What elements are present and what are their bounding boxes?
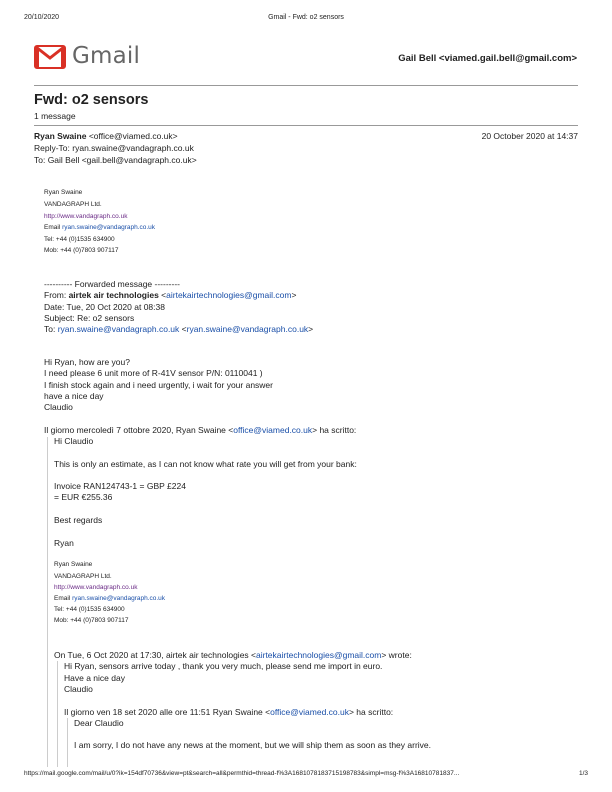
message-date: 20 October 2020 at 14:37 [481,131,578,141]
forwarded-to-email-link[interactable]: ryan.swaine@vandagraph.co.uk [57,324,180,334]
forwarded-from-label: From: [44,290,67,300]
thread-subject: Fwd: o2 sensors [34,92,149,108]
divider [34,125,578,126]
print-title: Gmail - Fwd: o2 sensors [268,14,344,21]
body-line: Claudio [44,402,73,412]
page-number: 1/3 [578,770,588,777]
quote-intro-suffix: > ha scritto: [348,707,394,717]
quote-line: Hi Claudio [54,436,94,446]
quote-intro-email-link[interactable]: office@viamed.co.uk [270,707,349,717]
signature-website-link[interactable]: http://www.vandagraph.co.uk [44,213,128,220]
forwarded-from-email[interactable]: airtekairtechnologies@gmail.com [166,290,292,300]
gmail-logo[interactable] [34,43,174,71]
quote-line: = EUR €255.36 [54,492,113,502]
quote-intro [44,425,356,435]
quote-bar [47,437,48,767]
quote-intro-email-link[interactable]: office@viamed.co.uk [233,425,313,435]
message-count: 1 message [34,111,76,121]
quote-intro [54,650,412,660]
forwarded-from: From: airtek air technologies <airtekairtechnologies@gmail.com> [44,290,297,300]
quote-signature-email-label: Email [54,595,71,602]
divider [34,85,578,86]
print-date: 20/10/2020 [24,14,60,21]
signature-email-line [44,224,155,231]
quote-signature-email-line [54,595,165,602]
quote-line: Best regards [54,515,103,525]
sender-name: Ryan Swaine [34,131,87,141]
quote-bar [57,661,58,767]
sender-email: <office@viamed.co.uk> [88,131,178,141]
quote-bar [67,718,68,767]
quote-intro-prefix: Il giorno mercoledì 7 ottobre 2020, Ryan Swaine < [44,425,234,435]
body-line: have a nice day [44,391,104,401]
quote-line: Claudio [64,684,93,694]
forwarded-to-email-link[interactable]: ryan.swaine@vandagraph.co.uk [186,324,309,334]
forwarded-to: To: ryan.swaine@vandagraph.co.uk <ryan.swaine@vandagraph.co.uk> [44,324,314,334]
quote-signature-company: VANDAGRAPH Ltd. [54,573,112,580]
quote-line: Have a nice day [64,673,125,683]
quote-line: This is only an estimate, as I can not know what rate you will get from your bank: [54,459,357,469]
print-url: https://mail.google.com/mail/u/0?ik=154df70736&view=pt&search=all&permthid=thread-f%3A1681078183715198783&simpl=msg-f%3A16810781837... [24,770,460,777]
quote-intro-prefix: On Tue, 6 Oct 2020 at 17:30, airtek air technologies < [54,650,256,660]
quote-line: Invoice RAN124743-1 = GBP £224 [54,481,186,491]
forwarded-from-name: airtek air technologies [68,290,159,300]
forwarded-date: Date: Tue, 20 Oct 2020 at 08:38 [44,302,165,312]
signature-email-link[interactable]: ryan.swaine@vandagraph.co.uk [62,224,156,231]
quote-intro-suffix: > wrote: [381,650,412,660]
forwarded-to-label: To: [44,324,56,334]
signature-name: Ryan Swaine [44,189,83,196]
forwarded-divider: ---------- Forwarded message --------- [44,279,180,289]
signature-mob: Mob: +44 (0)7803 907117 [44,247,119,254]
recipient-line: To: Gail Bell <gail.bell@vandagraph.co.uk> [34,155,197,165]
quote-line: Hi Ryan, sensors arrive today , thank you very much, please send me import in euro. [64,661,383,671]
quote-signature-mob: Mob: +44 (0)7803 907117 [54,617,129,624]
gmail-wordmark: Gmail [72,43,141,69]
quote-line: Dear Claudio [74,718,124,728]
sender-line [34,131,178,141]
signature-email-label: Email [44,224,61,231]
body-line: I need please 6 unit more of R-41V sensor P/N: 0110041 ) [44,368,263,378]
quote-signature-email-link[interactable]: ryan.swaine@vandagraph.co.uk [72,595,166,602]
print-header [24,14,588,26]
quote-intro-prefix: Il giorno ven 18 set 2020 alle ore 11:51 Ryan Swaine < [64,707,271,717]
body-line: Hi Ryan, how are you? [44,357,130,367]
gmail-envelope-icon [34,45,66,69]
quote-line: Ryan [54,538,74,548]
account-label: Gail Bell <viamed.gail.bell@gmail.com> [398,53,577,64]
body-line: I finish stock again and i need urgently, i wait for your answer [44,380,273,390]
signature-company: VANDAGRAPH Ltd. [44,201,102,208]
signature-tel: Tel: +44 (0)1535 634900 [44,236,115,243]
quote-intro-email-link[interactable]: airtekairtechnologies@gmail.com [256,650,382,660]
quote-intro-suffix: > ha scritto: [312,425,357,435]
forwarded-subject: Subject: Re: o2 sensors [44,313,135,323]
quote-signature-name: Ryan Swaine [54,561,93,568]
quote-signature-website-link[interactable]: http://www.vandagraph.co.uk [54,584,138,591]
quote-intro [64,707,393,717]
reply-to: Reply-To: ryan.swaine@vandagraph.co.uk [34,143,194,153]
quote-line: I am sorry, I do not have any news at the moment, but we will ship them as soon as they arrive. [74,740,432,750]
quote-signature-tel: Tel: +44 (0)1535 634900 [54,606,125,613]
